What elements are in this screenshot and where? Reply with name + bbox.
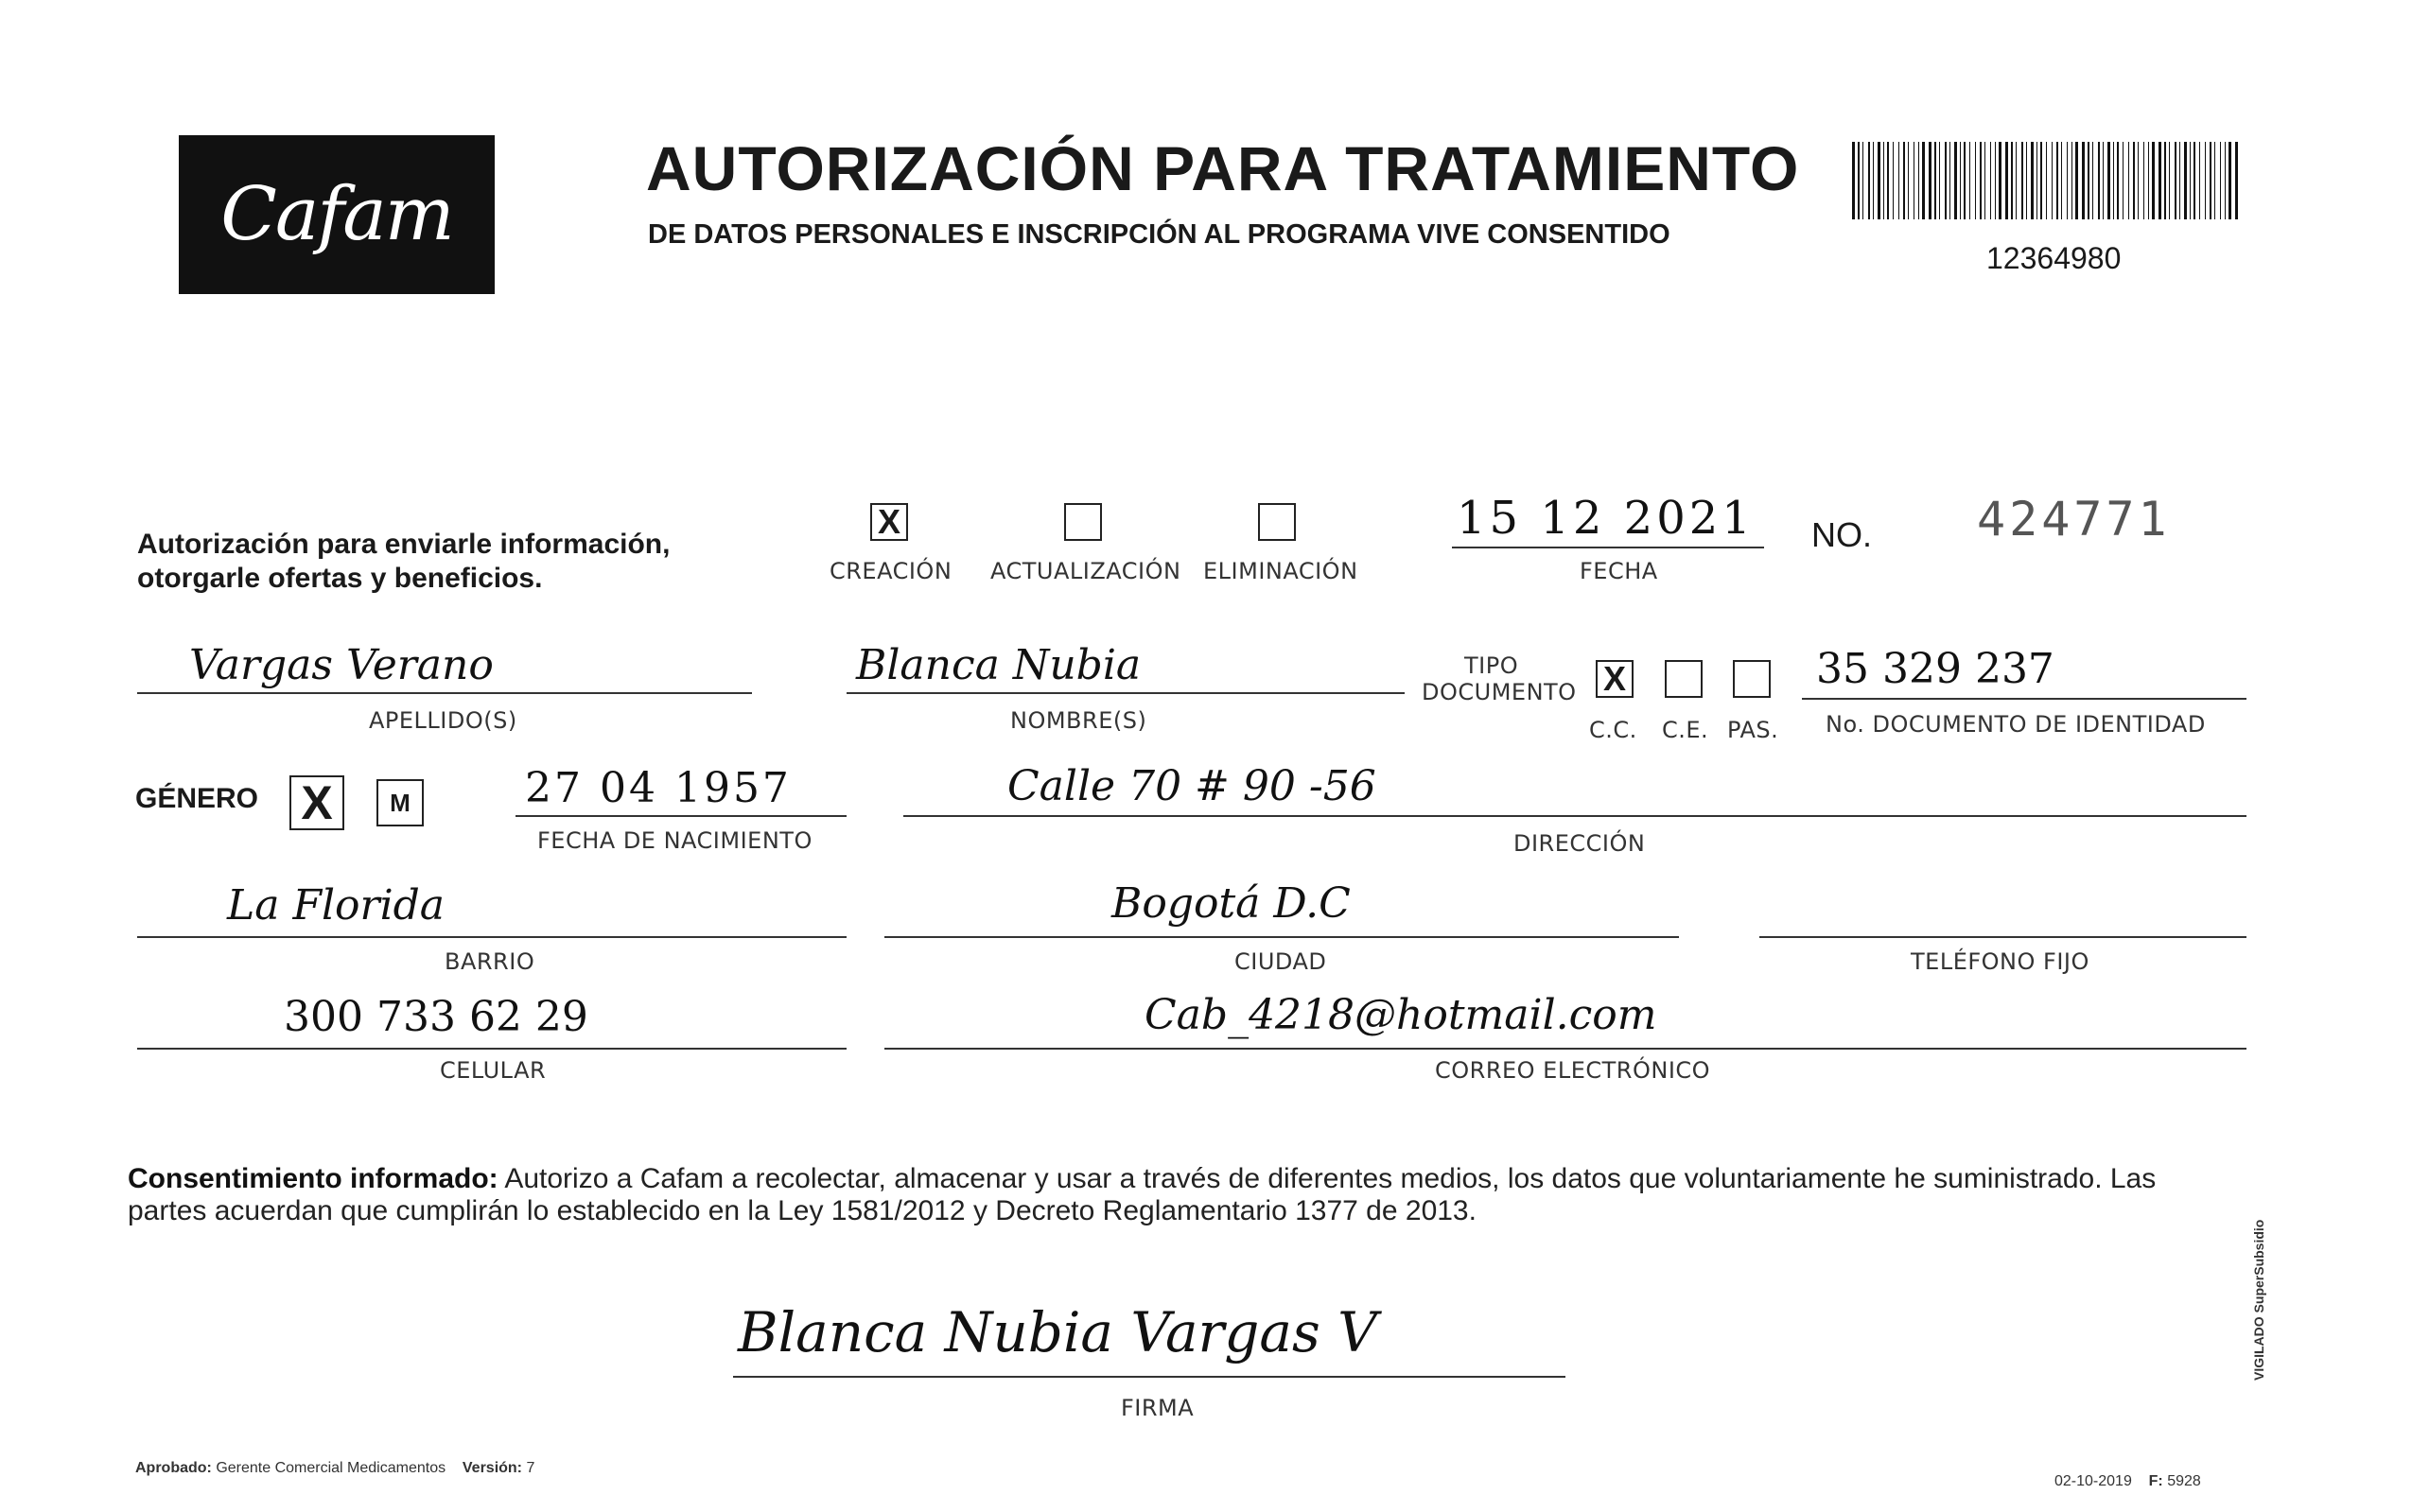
direccion-line	[903, 815, 2246, 817]
version-label: Versión:	[462, 1460, 523, 1476]
creacion-label: CREACIÓN	[830, 558, 953, 584]
vigilado-side-text: VIGILADO SuperSubsidio	[2251, 1219, 2266, 1381]
correo-value[interactable]: Cab_4218@hotmail.com	[1145, 991, 1657, 1039]
form-subtitle: DE DATOS PERSONALES E INSCRIPCIÓN AL PROGRAMA VIVE CONSENTIDO	[648, 219, 1670, 250]
authorization-text-line2: otorgarle ofertas y beneficios.	[137, 563, 543, 594]
correo-label: CORREO ELECTRÓNICO	[1435, 1057, 1711, 1084]
no-value: 424771	[1977, 492, 2171, 547]
consent-heading: Consentimiento informado:	[128, 1163, 498, 1194]
footer-date-code: 02-10-2019	[2054, 1473, 2132, 1489]
authorization-text-line1: Autorización para enviarle información,	[137, 529, 671, 560]
nombres-line	[847, 692, 1405, 694]
barrio-label: BARRIO	[445, 948, 535, 975]
signature-image: Blanca Nubia Vargas V	[738, 1300, 1378, 1364]
aprobado-label: Aprobado:	[135, 1460, 212, 1476]
apellidos-label: APELLIDO(S)	[369, 707, 517, 734]
celular-value[interactable]: 300 733 62 29	[284, 993, 588, 1041]
documento-value[interactable]: 35 329 237	[1816, 645, 2054, 693]
cafam-logo: Cafam	[179, 135, 495, 294]
fecha-value: 15 12 2021	[1457, 492, 1755, 545]
cc-checkbox[interactable]: X	[1596, 660, 1634, 698]
signature-line	[733, 1376, 1565, 1378]
direccion-label: DIRECCIÓN	[1513, 830, 1646, 857]
documento-line	[1802, 698, 2246, 700]
nombres-label: NOMBRE(S)	[1010, 707, 1147, 734]
direccion-value[interactable]: Calle 70 # 90 -56	[1007, 762, 1376, 810]
correo-line	[884, 1048, 2246, 1050]
apellidos-line	[137, 692, 752, 694]
barcode-image	[1852, 142, 2240, 219]
consent-text: Autorizo a Cafam a recolectar, almacenar y usar a través de diferentes medios, los datos que voluntariamente he suministrado. Las partes acuerdan que cumplirán lo establecido en la Ley 1581/2012 y Decreto Reglamentario 1377 de 2013.	[128, 1163, 2157, 1226]
consent-paragraph	[128, 1163, 2232, 1227]
version-value: 7	[526, 1460, 535, 1476]
ciudad-line	[884, 936, 1679, 938]
genero-m-checkbox[interactable]: M	[376, 779, 424, 826]
pas-label: PAS.	[1727, 717, 1779, 743]
eliminacion-label: ELIMINACIÓN	[1203, 558, 1358, 584]
documento-label: No. DOCUMENTO DE IDENTIDAD	[1826, 711, 2206, 738]
ce-label: C.E.	[1662, 717, 1709, 743]
tipo-documento-label2: DOCUMENTO	[1422, 679, 1577, 705]
apellidos-value[interactable]: Vargas Verano	[189, 641, 494, 689]
ciudad-value[interactable]: Bogotá D.C	[1111, 879, 1351, 928]
actualizacion-checkbox[interactable]	[1064, 503, 1102, 541]
ciudad-label: CIUDAD	[1234, 948, 1327, 975]
footer-right	[2054, 1473, 2201, 1490]
telefono-line[interactable]	[1759, 936, 2246, 938]
authorization-text	[137, 528, 670, 596]
form-label: F:	[2148, 1473, 2163, 1489]
cc-label: C.C.	[1589, 717, 1637, 743]
footer-aprobado	[135, 1460, 534, 1477]
creacion-checkbox[interactable]: X	[870, 503, 908, 541]
aprobado-value: Gerente Comercial Medicamentos	[216, 1460, 446, 1476]
form-value: 5928	[2167, 1473, 2201, 1489]
pas-checkbox[interactable]	[1733, 660, 1771, 698]
barcode-number: 12364980	[1986, 241, 2122, 275]
tipo-documento-label1: TIPO	[1464, 652, 1519, 679]
telefono-label: TELÉFONO FIJO	[1911, 948, 2089, 975]
nombres-value[interactable]: Blanca Nubia	[856, 641, 1142, 689]
firma-label: FIRMA	[1121, 1395, 1195, 1421]
fecha-nacimiento-value[interactable]: 27 04 1957	[525, 764, 792, 812]
form-title: AUTORIZACIÓN PARA TRATAMIENTO	[646, 133, 1800, 203]
genero-label: GÉNERO	[135, 783, 259, 814]
fecha-nacimiento-line	[516, 815, 847, 817]
ce-checkbox[interactable]	[1665, 660, 1703, 698]
eliminacion-checkbox[interactable]	[1258, 503, 1296, 541]
celular-label: CELULAR	[440, 1057, 547, 1084]
genero-f-checkbox[interactable]: X	[289, 775, 344, 830]
fecha-nacimiento-label: FECHA DE NACIMIENTO	[537, 827, 813, 854]
actualizacion-label: ACTUALIZACIÓN	[990, 558, 1181, 584]
fecha-label: FECHA	[1580, 558, 1658, 584]
barrio-line	[137, 936, 847, 938]
barrio-value[interactable]: La Florida	[227, 881, 446, 930]
celular-line	[137, 1048, 847, 1050]
fecha-underline	[1452, 547, 1764, 548]
no-label: NO.	[1811, 515, 1873, 554]
